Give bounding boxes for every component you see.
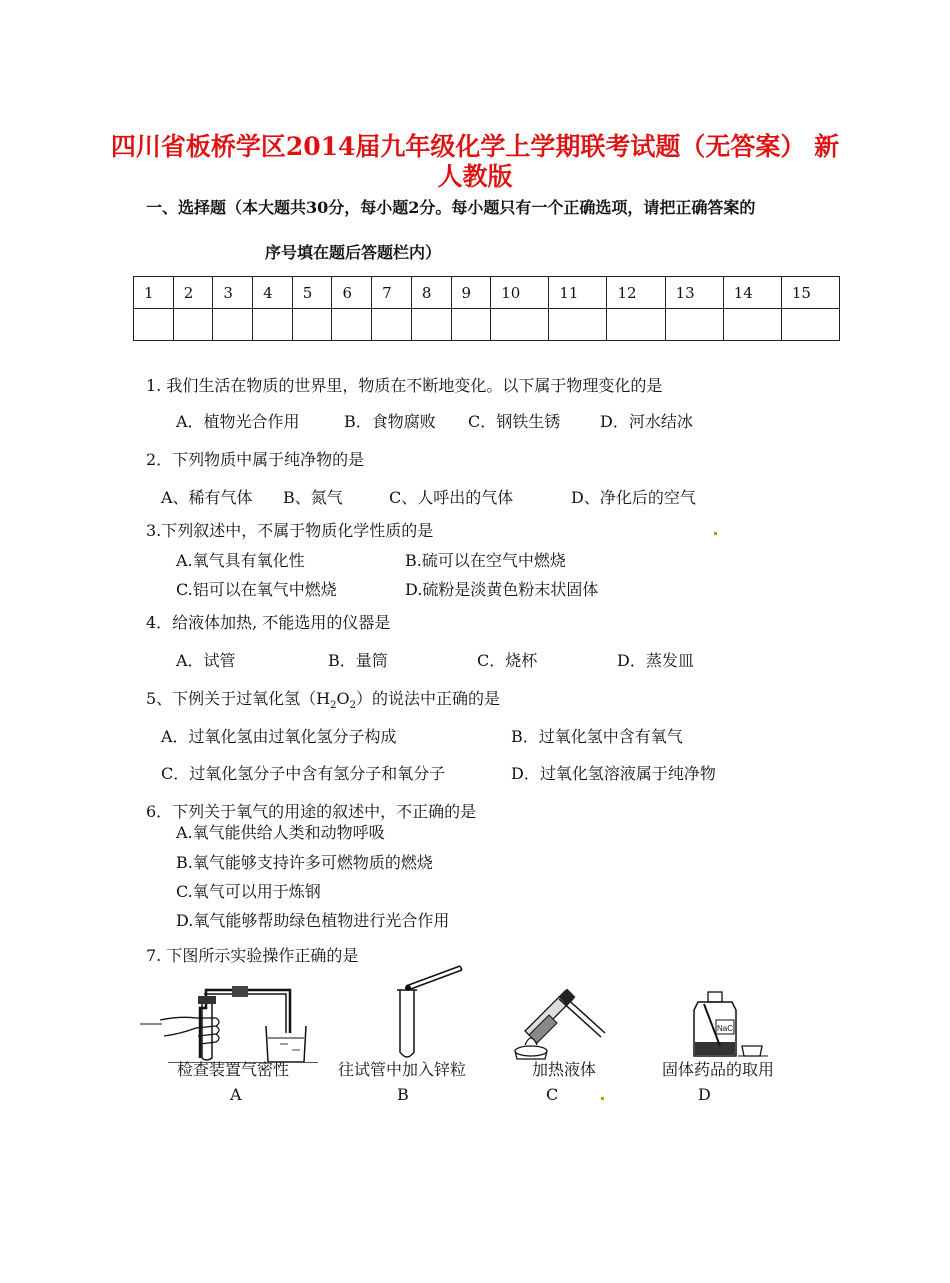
stray-dot (601, 1097, 604, 1100)
figure-d-letter: D (698, 1085, 711, 1104)
section-heading-line-1: 一、选择题（本大题共30分，每小题2分。每小题只有一个正确选项，请把正确答案的 (146, 198, 756, 217)
answer-table-blank-row (134, 309, 840, 341)
answer-cell[interactable] (781, 309, 839, 341)
question-6-option-b: B.氧气能够支持许多可燃物质的燃烧 (176, 853, 433, 872)
answer-table-header-cell: 7 (372, 277, 412, 309)
answer-table-header-cell: 13 (665, 277, 723, 309)
answer-table-header-cell: 2 (173, 277, 213, 309)
title-line-2: 人教版 (437, 162, 513, 191)
question-2-stem: 2．下列物质中属于纯净物的是 (146, 450, 365, 469)
question-1-option-b: B．食物腐败 (344, 412, 436, 431)
answer-cell[interactable] (451, 309, 491, 341)
answer-table-header-cell: 15 (781, 277, 839, 309)
question-2-option-a: A、稀有气体 (161, 488, 253, 507)
figure-d-caption: 固体药品的取用 (662, 1060, 775, 1079)
title-line-1: 四川省板桥学区2014届九年级化学上学期联考试题（无答案） 新 (110, 132, 840, 161)
question-4-option-b: B．量筒 (328, 651, 388, 670)
question-5-option-c: C．过氧化氢分子中含有氢分子和氧分子 (161, 764, 446, 783)
stray-dot (714, 532, 717, 535)
answer-table-header-cell: 6 (332, 277, 372, 309)
question-2-option-c: C、人呼出的气体 (389, 488, 514, 507)
answer-table-header-cell: 4 (253, 277, 293, 309)
answer-table-header-cell: 5 (292, 277, 332, 309)
subscript: 2 (330, 700, 337, 712)
answer-table-header-cell: 9 (451, 277, 491, 309)
answer-table-header-cell: 14 (723, 277, 781, 309)
question-5-stem-post: ）的说法中正确的是 (356, 689, 501, 708)
question-3-option-c: C.铝可以在氧气中燃烧 (176, 580, 337, 599)
answer-table-header-cell: 8 (411, 277, 451, 309)
section-heading-line-2: 序号填在题后答题栏内） (265, 243, 442, 262)
answer-cell[interactable] (549, 309, 607, 341)
question-6-option-c: C.氧气可以用于炼钢 (176, 882, 321, 901)
reagent-label: NaCl (717, 1024, 735, 1033)
question-5-stem-pre: 5、下例关于过氧化氢（H (146, 689, 331, 708)
page-title (110, 132, 840, 192)
answer-cell[interactable] (213, 309, 253, 341)
question-5-option-b: B．过氧化氢中含有氧气 (511, 727, 683, 746)
question-1-option-a: A．植物光合作用 (176, 412, 300, 431)
answer-table-header-cell: 1 (134, 277, 174, 309)
figure-b-test-tube (390, 962, 470, 1062)
question-1-option-c: C．钢铁生锈 (468, 412, 561, 431)
figure-a-letter: A (230, 1085, 242, 1104)
question-5-option-d: D．过氧化氢溶液属于纯净物 (511, 764, 716, 783)
answer-table-header-cell: 11 (549, 277, 607, 309)
question-4-option-d: D．蒸发皿 (617, 651, 694, 670)
figure-a-caption: 检查装置气密性 (177, 1060, 290, 1079)
question-5-stem-mid: O (336, 689, 350, 708)
question-5-option-a: A．过氧化氢由过氧化氢分子构成 (161, 727, 397, 746)
answer-table-header-cell: 12 (607, 277, 665, 309)
answer-table-header-row (134, 277, 840, 309)
answer-cell[interactable] (372, 309, 412, 341)
question-4-option-a: A．试管 (176, 651, 236, 670)
figure-c-caption: 加热液体 (532, 1060, 597, 1079)
question-3-stem: 3.下列叙述中，不属于物质化学性质的是 (146, 521, 434, 540)
question-6-option-d: D.氧气能够帮助绿色植物进行光合作用 (176, 911, 450, 930)
question-5-stem (146, 686, 500, 711)
question-3-option-b: B.硫可以在空气中燃烧 (405, 551, 566, 570)
answer-cell[interactable] (491, 309, 549, 341)
question-2-option-b: B、氮气 (283, 488, 343, 507)
question-6-stem: 6．下列关于氧气的用途的叙述中，不正确的是 (146, 802, 477, 821)
figure-c-letter: C (546, 1085, 559, 1104)
question-1-stem: 1. 我们生活在物质的世界里，物质在不断地变化。以下属于物理变化的是 (146, 376, 663, 395)
question-4-stem: 4．给液体加热, 不能选用的仪器是 (146, 613, 391, 632)
answer-cell[interactable] (665, 309, 723, 341)
answer-cell[interactable] (173, 309, 213, 341)
question-6-option-a: A.氧气能供给人类和动物呼吸 (176, 823, 385, 842)
answer-cell[interactable] (292, 309, 332, 341)
question-3-option-d: D.硫粉是淡黄色粉末状固体 (405, 580, 599, 599)
question-4-option-c: C．烧杯 (477, 651, 538, 670)
answer-cell[interactable] (723, 309, 781, 341)
figure-d-reagent-bottle (690, 990, 770, 1060)
question-3-option-a: A.氧气具有氧化性 (176, 551, 305, 570)
answer-cell[interactable] (607, 309, 665, 341)
answer-table-header-cell: 10 (491, 277, 549, 309)
figure-b-letter: B (397, 1085, 409, 1104)
answer-cell[interactable] (134, 309, 174, 341)
subscript: 2 (349, 700, 357, 712)
figure-b-caption: 往试管中加入锌粒 (338, 1060, 467, 1079)
answer-table-header-cell: 3 (213, 277, 253, 309)
question-1-option-d: D．河水结冰 (600, 412, 693, 431)
answer-cell[interactable] (411, 309, 451, 341)
figure-a-airtightness-apparatus (140, 978, 320, 1063)
answer-cell[interactable] (253, 309, 293, 341)
figure-c-heating-apparatus (505, 985, 615, 1063)
answer-table (133, 276, 840, 341)
answer-cell[interactable] (332, 309, 372, 341)
question-2-option-d: D、净化后的空气 (571, 488, 696, 507)
question-7-stem: 7. 下图所示实验操作正确的是 (146, 946, 359, 965)
